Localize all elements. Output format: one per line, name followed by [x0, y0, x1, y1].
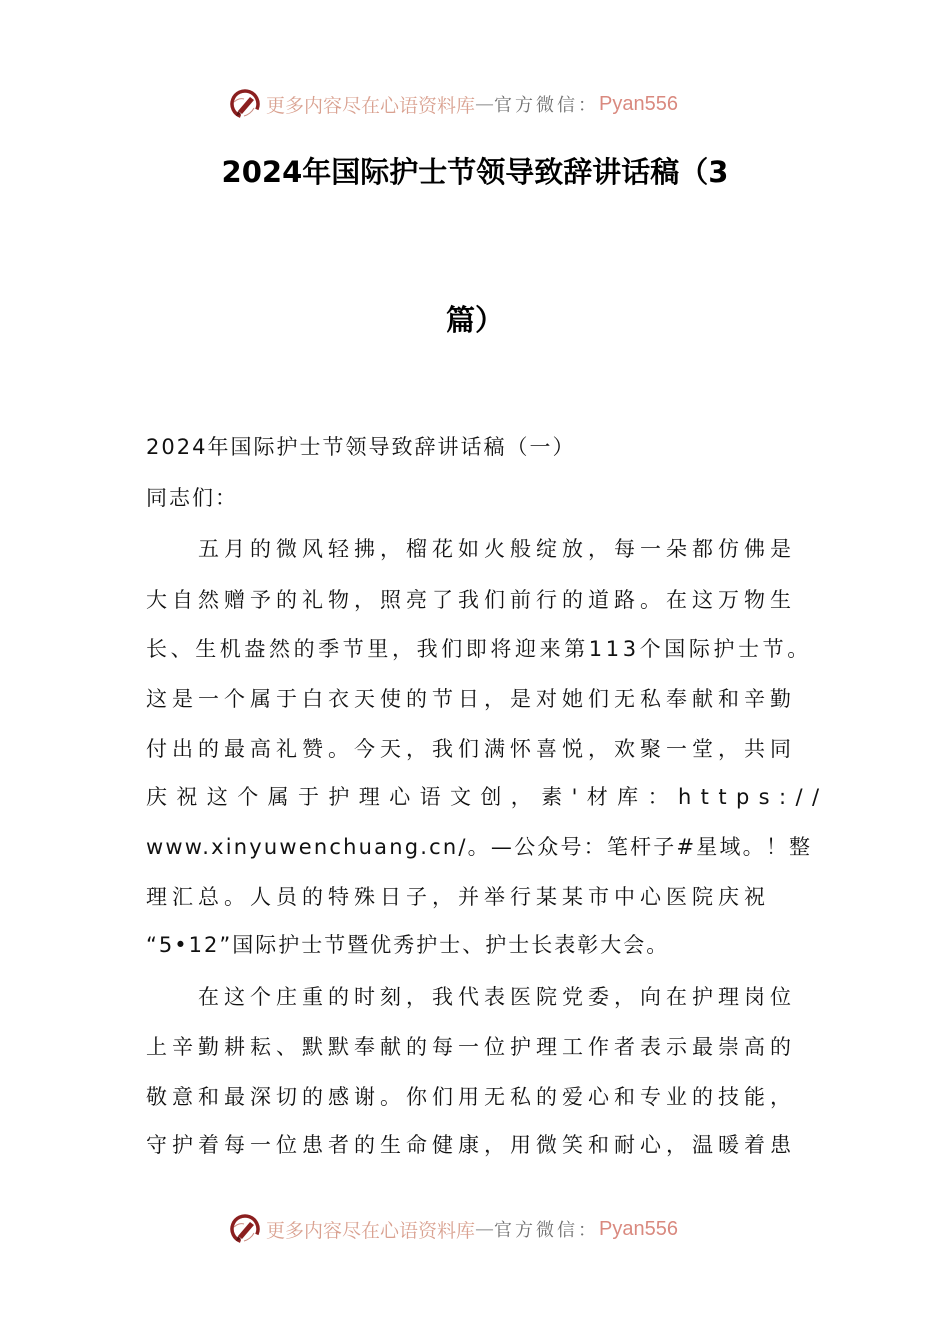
paragraph-line: 理汇总。人员的特殊日子，并举行某某市中心医院庆祝 — [146, 885, 770, 909]
paragraph-line: 在这个庄重的时刻，我代表医院党委，向在护理岗位 — [198, 985, 796, 1009]
watermark-wechat-id: Pyan556 — [599, 1217, 678, 1240]
paragraph-line: 长、生机盎然的季节里，我们即将迎来第113个国际护士节。 — [146, 637, 812, 661]
watermark-wechat-label: 官方微信： — [494, 95, 600, 116]
document-title-line-2: 篇） — [445, 303, 504, 337]
pen-logo-icon — [228, 1212, 262, 1246]
watermark-dash: — — [475, 1218, 495, 1240]
paragraph-line: 付出的最高礼赞。今天，我们满怀喜悦，欢聚一堂，共同 — [146, 737, 796, 761]
document-title-line-1: 2024年国际护士节领导致辞讲话稿（3 — [221, 155, 729, 189]
footer-watermark-banner — [228, 1209, 718, 1249]
pen-logo-icon — [228, 87, 262, 121]
watermark-wechat-label: 官方微信： — [494, 1220, 600, 1241]
watermark-main-text: 更多内容尽在心语资料库 — [266, 1219, 476, 1242]
header-watermark-banner — [228, 84, 718, 124]
paragraph-line: www.xinyuwenchuang.cn/。—公众号：笔杆子#星域。！整 — [146, 835, 813, 859]
paragraph-line: 庆祝这个属于护理心语文创，素'材库：https:// — [146, 785, 829, 809]
paragraph-line: “5•12”国际护士节暨优秀护士、护士长表彰大会。 — [146, 933, 670, 957]
paragraph-line: 五月的微风轻拂，榴花如火般绽放，每一朵都仿佛是 — [198, 537, 796, 561]
watermark-main-text: 更多内容尽在心语资料库 — [266, 94, 476, 117]
section-heading: 2024年国际护士节领导致辞讲话稿（一） — [146, 435, 576, 459]
paragraph-line: 这是一个属于白衣天使的节日，是对她们无私奉献和辛勤 — [146, 687, 796, 711]
greeting: 同志们： — [146, 486, 238, 510]
paragraph-line: 守护着每一位患者的生命健康，用微笑和耐心，温暖着患 — [146, 1133, 796, 1157]
paragraph-line: 大自然赠予的礼物，照亮了我们前行的道路。在这万物生 — [146, 588, 796, 612]
watermark-wechat-id: Pyan556 — [599, 92, 678, 115]
watermark-dash: — — [475, 93, 495, 115]
paragraph-line: 上辛勤耕耘、默默奉献的每一位护理工作者表示最崇高的 — [146, 1035, 796, 1059]
paragraph-line: 敬意和最深切的感谢。你们用无私的爱心和专业的技能， — [146, 1085, 796, 1109]
